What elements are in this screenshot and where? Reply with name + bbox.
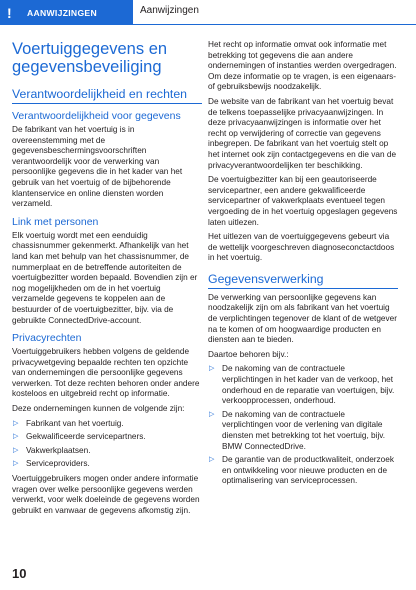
paragraph: Voertuiggebruikers hebben volgens de geldende privacywetgeving bepaalde rechten ten opzichte van ondernemingen die persoonlijke gegevens verwerken. Tot deze rechten behoren onder andere kosteloos en uitgebreid recht op informatie. bbox=[12, 347, 200, 399]
list-item: ▷ De garantie van de productkwaliteit, onderzoek en ontwikkeling voor nieuwe producten en de optimalisering van serviceprocessen. bbox=[209, 455, 394, 486]
triangle-right-icon: ▷ bbox=[13, 446, 19, 454]
paragraph: De verwerking van persoonlijke gegevens kan noodzakelijk zijn om als fabrikant van het voertuig de verplichtingen tegenover de klant of de wetgever na te komen of om hoogwaardige producten en diensten aan te bieden. bbox=[208, 292, 397, 345]
paragraph: De fabrikant van het voertuig is in overeenstemming met de gegevensbeschermingsvoorschriften verantwoordelijk voor de verwerking van persoonlijke gegevens die in het kader van het gebruik van het voertuig of de bijbehorende klantenservice en online diensten worden verzameld. bbox=[12, 125, 183, 209]
section-heading-data-processing: Gegevensverwerking bbox=[208, 272, 398, 289]
paragraph: De website van de fabrikant van het voertuig bevat de telkens toepasselijke privacyaanwijzingen. In deze privacyaanwijzingen is informatie over het recht op verwijdering of correctie van gegevens inbegrepen. De fabrikant van het voertuig stelt op het internet ook zijn contactgegevens en die van de privacyverantwoordelijken ter beschikking. bbox=[208, 96, 397, 170]
section-heading-responsibility: Verantwoordelijkheid en rechten bbox=[12, 87, 202, 104]
paragraph: De voertuigbezitter kan bij een geautoriseerde servicepartner, een andere gekwalificeerde servicepartner of vakwerkplaats eventueel tegen vergoeding de in het voertuig opgeslagen gegevens laten uitlezen. bbox=[208, 175, 398, 227]
company-list bbox=[12, 419, 202, 470]
subheading-link-persons: Link met personen bbox=[12, 215, 99, 228]
section-tab bbox=[0, 0, 133, 25]
triangle-right-icon: ▷ bbox=[209, 456, 215, 464]
triangle-right-icon: ▷ bbox=[13, 433, 19, 441]
page-number: 10 bbox=[12, 566, 27, 581]
list-item: ▷ Gekwalificeerde servicepartners. bbox=[13, 432, 146, 442]
triangle-right-icon: ▷ bbox=[209, 365, 215, 373]
paragraph: Het recht op informatie omvat ook informatie met betrekking tot gegevens die aan andere ondernemingen of instanties werden overgedragen. Om deze informatie op te vragen, is een eigenaars- of gebruiksbewijs noodzakelijk. bbox=[208, 40, 397, 92]
running-header-title: Aanwijzingen bbox=[140, 5, 199, 16]
paragraph: Elk voertuig wordt met een eenduidig chassisnummer gekenmerkt. Afhankelijk van het land kan met behulp van het chassisnummer, de nummerplaat en de betreffende autoriteiten de voertuigbezitter worden bepaald. Bovendien zijn er nog mogelijkheden om de in het voertuig verzamelde gegevens te koppelen aan de bestuurder of de voertuigbezitter, bijv. via de gebruikte ConnectedDrive-account. bbox=[12, 230, 198, 325]
processing-list bbox=[208, 364, 398, 487]
list-item: ▷ Vakwerkplaatsen. bbox=[13, 445, 91, 455]
left-column bbox=[12, 40, 202, 520]
list-item: ▷ De nakoming van de contractuele verplichtingen in het kader van de verkoop, het onderhoud en de reparatie van voertuigen, bijv. verkoopprocessen, onderhoud. bbox=[209, 364, 395, 406]
exclamation-icon: ! bbox=[7, 4, 12, 21]
paragraph: Daartoe behoren bijv.: bbox=[208, 349, 289, 359]
header-rule bbox=[133, 24, 416, 25]
paragraph: Het uitlezen van de voertuiggegevens gebeurt via de wettelijk voorgeschreven diagnoseconctactdoos in het voertuig. bbox=[208, 232, 395, 263]
section-tab-label: AANWIJZINGEN bbox=[27, 7, 97, 18]
subheading-data-responsibility: Verantwoordelijkheid voor gegevens bbox=[12, 110, 181, 122]
triangle-right-icon: ▷ bbox=[13, 419, 19, 427]
paragraph: Deze ondernemingen kunnen de volgende zijn: bbox=[12, 404, 185, 414]
list-item: ▷ De nakoming van de contractuele verplichtingen voor de verlening van digitale diensten met betrekking tot het voertuig, bijv. BMW ConnectedDrive. bbox=[209, 409, 386, 451]
list-item: ▷ Serviceproviders. bbox=[13, 459, 90, 469]
paragraph: Voertuiggebruikers mogen onder andere informatie vragen over welke persoonlijke gegevens werden verwerkt, voor welk doeleinde de gegevens worden gebruikt en vanwaar de gegevens afkomstig zijn. bbox=[12, 474, 200, 515]
subheading-privacy-rights: Privacyrechten bbox=[12, 332, 82, 345]
triangle-right-icon: ▷ bbox=[209, 410, 215, 418]
list-item: ▷ Fabrikant van het voertuig. bbox=[13, 418, 124, 428]
page-title: Voertuiggegevens en gegevensbeveiliging bbox=[12, 40, 168, 76]
triangle-right-icon: ▷ bbox=[13, 460, 19, 468]
right-column bbox=[208, 40, 398, 491]
